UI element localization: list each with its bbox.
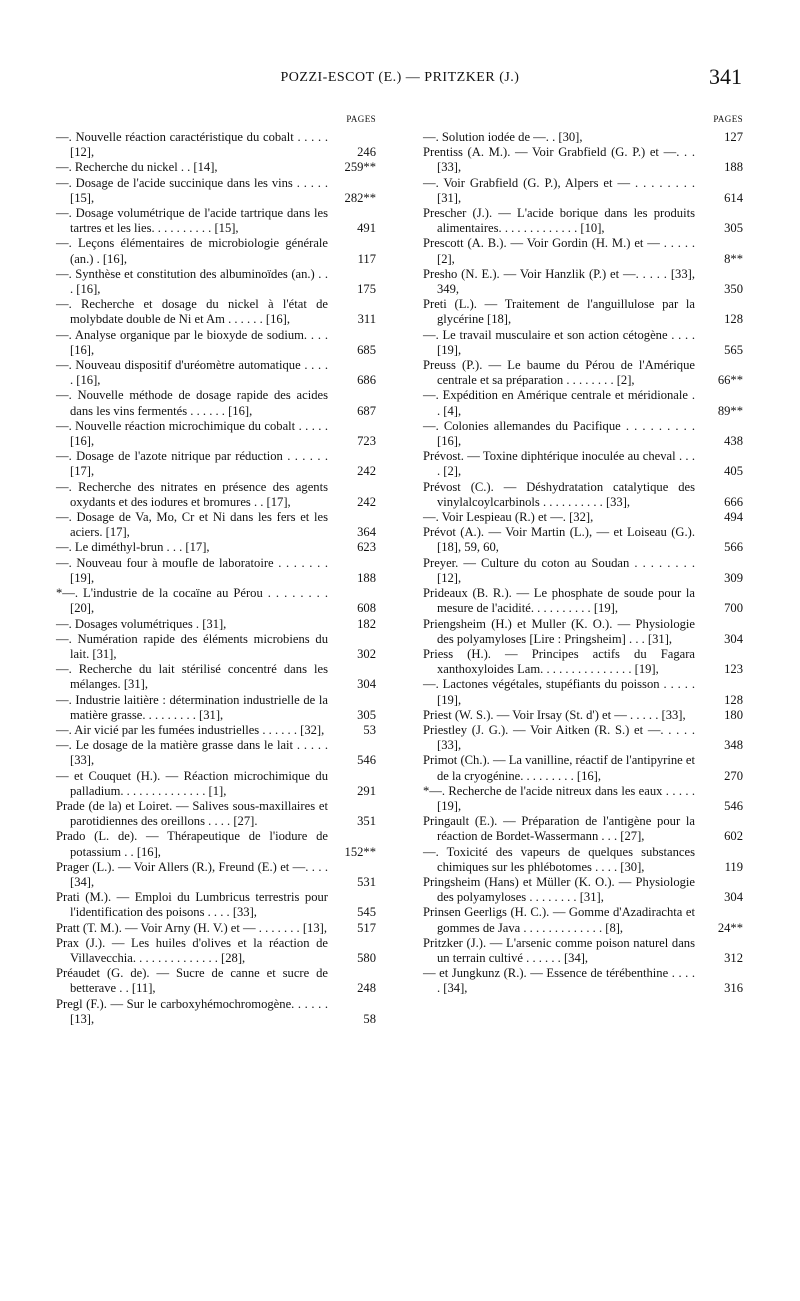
index-entry [56, 723, 376, 738]
entry-page-number: 546 [724, 798, 743, 813]
page-number: 341 [709, 64, 742, 89]
entry-text: —. Nouvelle réaction microchimique du cobalt . . . . . [16], [56, 418, 328, 449]
entry-text: —. Dosage de Va, Mo, Cr et Ni dans les fers et les aciers. [17], [56, 510, 328, 540]
entry-page-number: 686 [357, 373, 376, 388]
entry-text: Prescher (J.). — L'acide borique dans les produits alimentaires. . . . . . . . . . . . . [10], [423, 206, 695, 236]
entry-text: —. Dosage volumétrique de l'acide tartrique dans les tartres et les lies. . . . . . . . . . [15], [56, 206, 328, 236]
entry-page-number: 351 [357, 814, 376, 829]
index-entry [56, 358, 376, 388]
pages-column-label: PAGES [713, 114, 743, 124]
entry-page-number: 491 [357, 221, 376, 236]
index-entry [56, 966, 376, 996]
entry-text: Pringsheim (Hans) et Müller (K. O.). — Physiologie des polyamyloses . . . . . . . . [31], [423, 874, 695, 905]
entry-text: —. Toxicité des vapeurs de quelques substances chimiques sur les phlébotomes . . . . [30], [423, 844, 695, 874]
entry-page-number: 309 [724, 570, 743, 585]
entry-text: Prager (L.). — Voir Allers (R.), Freund (E.) et —. . . . [34], [56, 859, 328, 889]
index-entry [56, 510, 376, 540]
entry-page-number: 123 [724, 662, 743, 677]
entry-page-number: 246 [357, 145, 376, 160]
index-entry [56, 997, 376, 1027]
index-entry [423, 206, 743, 236]
index-entry [56, 328, 376, 358]
entry-text: Priess (H.). — Principes actifs du Fagara xanthoxyloides Lam. . . . . . . . . . . . . . . [19], [423, 646, 695, 677]
entry-page-number: 175 [357, 282, 376, 297]
entry-text: —. Voir Grabfield (G. P.), Alpers et — . . . . . . . . [31], [423, 175, 695, 205]
entry-text: Preyer. — Culture du coton au Soudan . . . . . . . . [12], [423, 555, 695, 585]
entry-page-number: 248 [357, 981, 376, 996]
entry-page-number: 305 [357, 707, 376, 722]
entry-text: Prescott (A. B.). — Voir Gordin (H. M.) et — . . . . . [2], [423, 236, 695, 266]
entry-text: —. Le dosage de la matière grasse dans le lait . . . . . [33], [56, 738, 328, 768]
entry-text: —. Industrie laitière : détermination industrielle de la matière grasse. . . . . . . . . [31], [56, 692, 328, 722]
entry-text: —. Synthèse et constitution des albuminoïdes (an.) . . . [16], [56, 266, 328, 297]
entry-page-number: 350 [724, 282, 743, 297]
entry-text: — et Jungkunz (R.). — Essence de térébenthine . . . . . [34], [423, 966, 695, 996]
index-entry [423, 328, 743, 358]
index-entry [56, 738, 376, 768]
index-entry [56, 388, 376, 418]
entry-page-number: 128 [724, 312, 743, 327]
entry-page-number: 316 [724, 981, 743, 996]
index-entry [423, 176, 743, 206]
entry-page-number: 348 [724, 738, 743, 753]
entry-page-number: 270 [724, 768, 743, 783]
entry-text: —. Dosage de l'azote nitrique par réduction . . . . . . [17], [56, 449, 328, 479]
entry-text: Primot (Ch.). — La vanilline, réactif de l'antipyrine et de la cryogénine. . . . . . . . . [16], [423, 753, 695, 783]
index-entry [423, 784, 743, 814]
entry-page-number: 566 [724, 540, 743, 555]
entry-text: —. Leçons élémentaires de microbiologie générale (an.) . [16], [56, 236, 328, 266]
index-entry [423, 936, 743, 966]
entry-text: —. Dosages volumétriques . [31], [56, 616, 227, 631]
index-entry [423, 647, 743, 677]
entry-page-number: 723 [357, 434, 376, 449]
index-entry [56, 160, 376, 175]
entry-page-number: 623 [357, 540, 376, 555]
entry-page-number: 127 [724, 130, 743, 144]
index-entry [56, 206, 376, 236]
page-header [0, 64, 800, 94]
index-entry [423, 525, 743, 555]
index-entry [423, 753, 743, 783]
entry-text: Prado (L. de). — Thérapeutique de l'iodure de potassium . . [16], [56, 829, 328, 859]
entry-text: Priest (W. S.). — Voir Irsay (St. d') et — . . . . . [33], [423, 707, 686, 722]
index-entry [56, 556, 376, 586]
entry-text: Priestley (J. G.). — Voir Aitken (R. S.) et —. . . . . [33], [423, 722, 695, 753]
entry-text: Pregl (F.). — Sur le carboxyhémochromogène. . . . . . [13], [56, 996, 328, 1026]
entry-page-number: 700 [724, 601, 743, 616]
index-entry [56, 860, 376, 890]
entry-page-number: 8** [724, 251, 743, 266]
index-entry [423, 419, 743, 449]
index-entry [423, 677, 743, 707]
entry-text: Prideaux (B. R.). — Le phosphate de soude pour la mesure de l'acidité. . . . . . . . . . [19], [423, 586, 695, 616]
index-entry [423, 966, 743, 996]
index-entry [56, 449, 376, 479]
entry-text: Presho (N. E.). — Voir Hanzlik (P.) et —. . . . . [33], 349, [423, 266, 695, 297]
index-entry [56, 617, 376, 632]
entry-text: —. Nouveau four à moufle de laboratoire . . . . . . . [19], [56, 555, 328, 585]
entry-text: Pratt (T. M.). — Voir Arny (H. V.) et — . . . . . . . [13], [56, 920, 327, 935]
index-entry [56, 936, 376, 966]
entry-page-number: 180 [724, 707, 743, 722]
entry-page-number: 438 [724, 434, 743, 449]
entry-page-number: 602 [724, 829, 743, 844]
entry-text: — et Couquet (H.). — Réaction microchimique du palladium. . . . . . . . . . . . . . [1], [56, 768, 328, 798]
index-entry [56, 236, 376, 266]
index-entry [56, 921, 376, 936]
entry-text: —. Nouvelle méthode de dosage rapide des acides dans les vins fermentés . . . . . . [16], [56, 388, 328, 418]
index-entry [56, 829, 376, 859]
entry-text: Pritzker (J.). — L'arsenic comme poison naturel dans un terrain cultivé . . . . . . [34], [423, 935, 695, 965]
entry-page-number: 302 [357, 646, 376, 661]
entry-page-number: 565 [724, 342, 743, 357]
index-entry [423, 449, 743, 479]
index-entry [56, 769, 376, 799]
entry-page-number: 259** [344, 160, 376, 175]
entry-page-number: 304 [724, 890, 743, 905]
entry-text: Preuss (P.). — Le baume du Pérou de l'Amérique centrale et sa préparation . . . . . . . . [2], [423, 358, 695, 388]
entry-text: —. Dosage de l'acide succinique dans les vins . . . . . [15], [56, 175, 328, 205]
entry-text: —. Nouvelle réaction caractéristique du cobalt . . . . . [12], [56, 130, 328, 160]
entry-text: —. Recherche du lait stérilisé concentré dans les mélanges. [31], [56, 662, 328, 692]
entry-text: —. Le travail musculaire et son action cétogène . . . . [19], [423, 327, 695, 357]
entry-page-number: 608 [357, 601, 376, 616]
entry-text: —. Recherche du nickel . . [14], [56, 160, 218, 175]
index-entry [423, 556, 743, 586]
entry-page-number: 312 [724, 950, 743, 965]
index-entry [423, 267, 743, 297]
index-entry [56, 632, 376, 662]
index-entry [56, 480, 376, 510]
entry-text: *—. L'industrie de la cocaïne au Pérou . . . . . . . . [20], [56, 586, 328, 616]
entry-page-number: 687 [357, 403, 376, 418]
entry-page-number: 311 [357, 312, 376, 327]
entry-page-number: 517 [357, 920, 376, 935]
entry-page-number: 291 [357, 783, 376, 798]
entry-text: —. Air vicié par les fumées industrielles . . . . . . [32], [56, 722, 325, 737]
index-entry [56, 586, 376, 616]
index-entry [423, 130, 743, 145]
index-entry [423, 814, 743, 844]
index-entry [423, 510, 743, 525]
entry-page-number: 182 [357, 616, 376, 631]
index-entry [56, 419, 376, 449]
entry-text: Preti (L.). — Traitement de l'anguillulose par la glycérine [18], [423, 297, 695, 327]
index-entry [56, 176, 376, 206]
entry-text: Prévost (C.). — Déshydratation catalytique des vinylalcoylcarbinols . . . . . . . . . . [33], [423, 479, 695, 509]
index-entry [423, 388, 743, 418]
entry-page-number: 405 [724, 464, 743, 479]
entry-text: —. Recherche des nitrates en présence des agents oxydants et des iodures et bromures . . [17], [56, 479, 328, 509]
entry-page-number: 242 [357, 464, 376, 479]
index-entry [423, 905, 743, 935]
entry-text: —. Recherche et dosage du nickel à l'état de molybdate double de Ni et Am . . . . . . [16], [56, 297, 328, 327]
entry-text: *—. Recherche de l'acide nitreux dans les eaux . . . . . [19], [423, 783, 695, 813]
entry-page-number: 188 [724, 160, 743, 175]
entry-text: —. Colonies allemandes du Pacifique . . . . . . . . . [16], [423, 418, 695, 449]
entry-page-number: 119 [724, 859, 743, 874]
entry-page-number: 580 [357, 950, 376, 965]
entry-page-number: 546 [357, 753, 376, 768]
entry-text: —. Lactones végétales, stupéfiants du poisson . . . . . [19], [423, 677, 695, 707]
entry-text: Priengsheim (H.) et Muller (K. O.). — Physiologie des polyamyloses [Lire : Pringsheim] . . . [31], [423, 616, 695, 646]
right-column [423, 112, 743, 997]
index-entry [56, 540, 376, 555]
entry-page-number: 666 [724, 494, 743, 509]
entry-page-number: 304 [357, 677, 376, 692]
entry-page-number: 242 [357, 494, 376, 509]
entry-text: —. Numération rapide des éléments microbiens du lait. [31], [56, 631, 328, 661]
index-entry [423, 480, 743, 510]
index-entry [423, 617, 743, 647]
entry-text: Prévot (A.). — Voir Martin (L.), — et Loiseau (G.). [18], 59, 60, [423, 525, 695, 555]
entry-text: Prévost. — Toxine diphtérique inoculée au cheval . . . . [2], [423, 449, 695, 479]
index-entry [423, 586, 743, 616]
index-entry [56, 799, 376, 829]
index-entry [423, 875, 743, 905]
entry-page-number: 58 [363, 1011, 376, 1026]
index-entry [56, 267, 376, 297]
entry-text: Prade (de la) et Loiret. — Salives sous-maxillaires et parotidiennes des oreillons . . . . [27]. [56, 798, 328, 829]
entry-text: —. Analyse organique par le bioxyde de sodium. . . . [16], [56, 327, 328, 357]
entry-page-number: 494 [724, 510, 743, 525]
entry-page-number: 117 [357, 251, 376, 266]
index-entry [56, 890, 376, 920]
entry-page-number: 304 [724, 631, 743, 646]
index-entry [423, 723, 743, 753]
entry-text: Prentiss (A. M.). — Voir Grabfield (G. P.) et —. . . [33], [423, 145, 695, 175]
entry-page-number: 24** [717, 920, 743, 935]
entry-page-number: 531 [357, 874, 376, 889]
entry-text: Prati (M.). — Emploi du Lumbricus terrestris pour l'identification des poisons . . . . [33], [56, 890, 328, 920]
index-entry [56, 130, 376, 160]
entry-page-number: 614 [724, 190, 743, 205]
entry-text: —. Nouveau dispositif d'uréomètre automatique . . . . . [16], [56, 358, 328, 388]
entry-page-number: 305 [724, 221, 743, 236]
left-column [56, 112, 376, 1027]
entry-text: —. Expédition en Amérique centrale et méridionale . . [4], [423, 388, 695, 418]
entry-page-number: 188 [357, 570, 376, 585]
entry-page-number: 152** [344, 844, 376, 859]
index-entry [423, 236, 743, 266]
index-entry [423, 297, 743, 327]
entry-page-number: 53 [363, 722, 376, 737]
pages-column-label: PAGES [346, 114, 376, 124]
entry-text: Préaudet (G. de). — Sucre de canne et sucre de betterave . . [11], [56, 966, 328, 996]
entry-page-number: 66** [717, 373, 743, 388]
running-head: POZZI-ESCOT (E.) — PRITZKER (J.) [280, 70, 520, 85]
index-entry [423, 145, 743, 175]
entry-text: Prinsen Geerligs (H. C.). — Gomme d'Azadirachta et gommes de Java . . . . . . . . . . . . . [8], [423, 905, 695, 935]
entry-text: —. Solution iodée de —. . [30], [423, 130, 583, 144]
index-entry [423, 708, 743, 723]
entry-page-number: 128 [724, 692, 743, 707]
index-entry [56, 693, 376, 723]
index-entry [423, 845, 743, 875]
entry-page-number: 89** [717, 403, 743, 418]
entry-page-number: 545 [357, 905, 376, 920]
entry-text: Pringault (E.). — Préparation de l'antigène pour la réaction de Bordet-Wassermann . . . [27], [423, 814, 695, 844]
index-entry [56, 297, 376, 327]
entry-text: Prax (J.). — Les huiles d'olives et la réaction de Villavecchia. . . . . . . . . . . . . . [28], [56, 935, 328, 965]
index-entry [423, 358, 743, 388]
entry-text: —. Le diméthyl-brun . . . [17], [56, 540, 210, 555]
index-entry [56, 662, 376, 692]
entry-page-number: 364 [357, 525, 376, 540]
entry-page-number: 685 [357, 342, 376, 357]
entry-text: —. Voir Lespieau (R.) et —. [32], [423, 510, 594, 525]
entry-page-number: 282** [344, 190, 376, 205]
